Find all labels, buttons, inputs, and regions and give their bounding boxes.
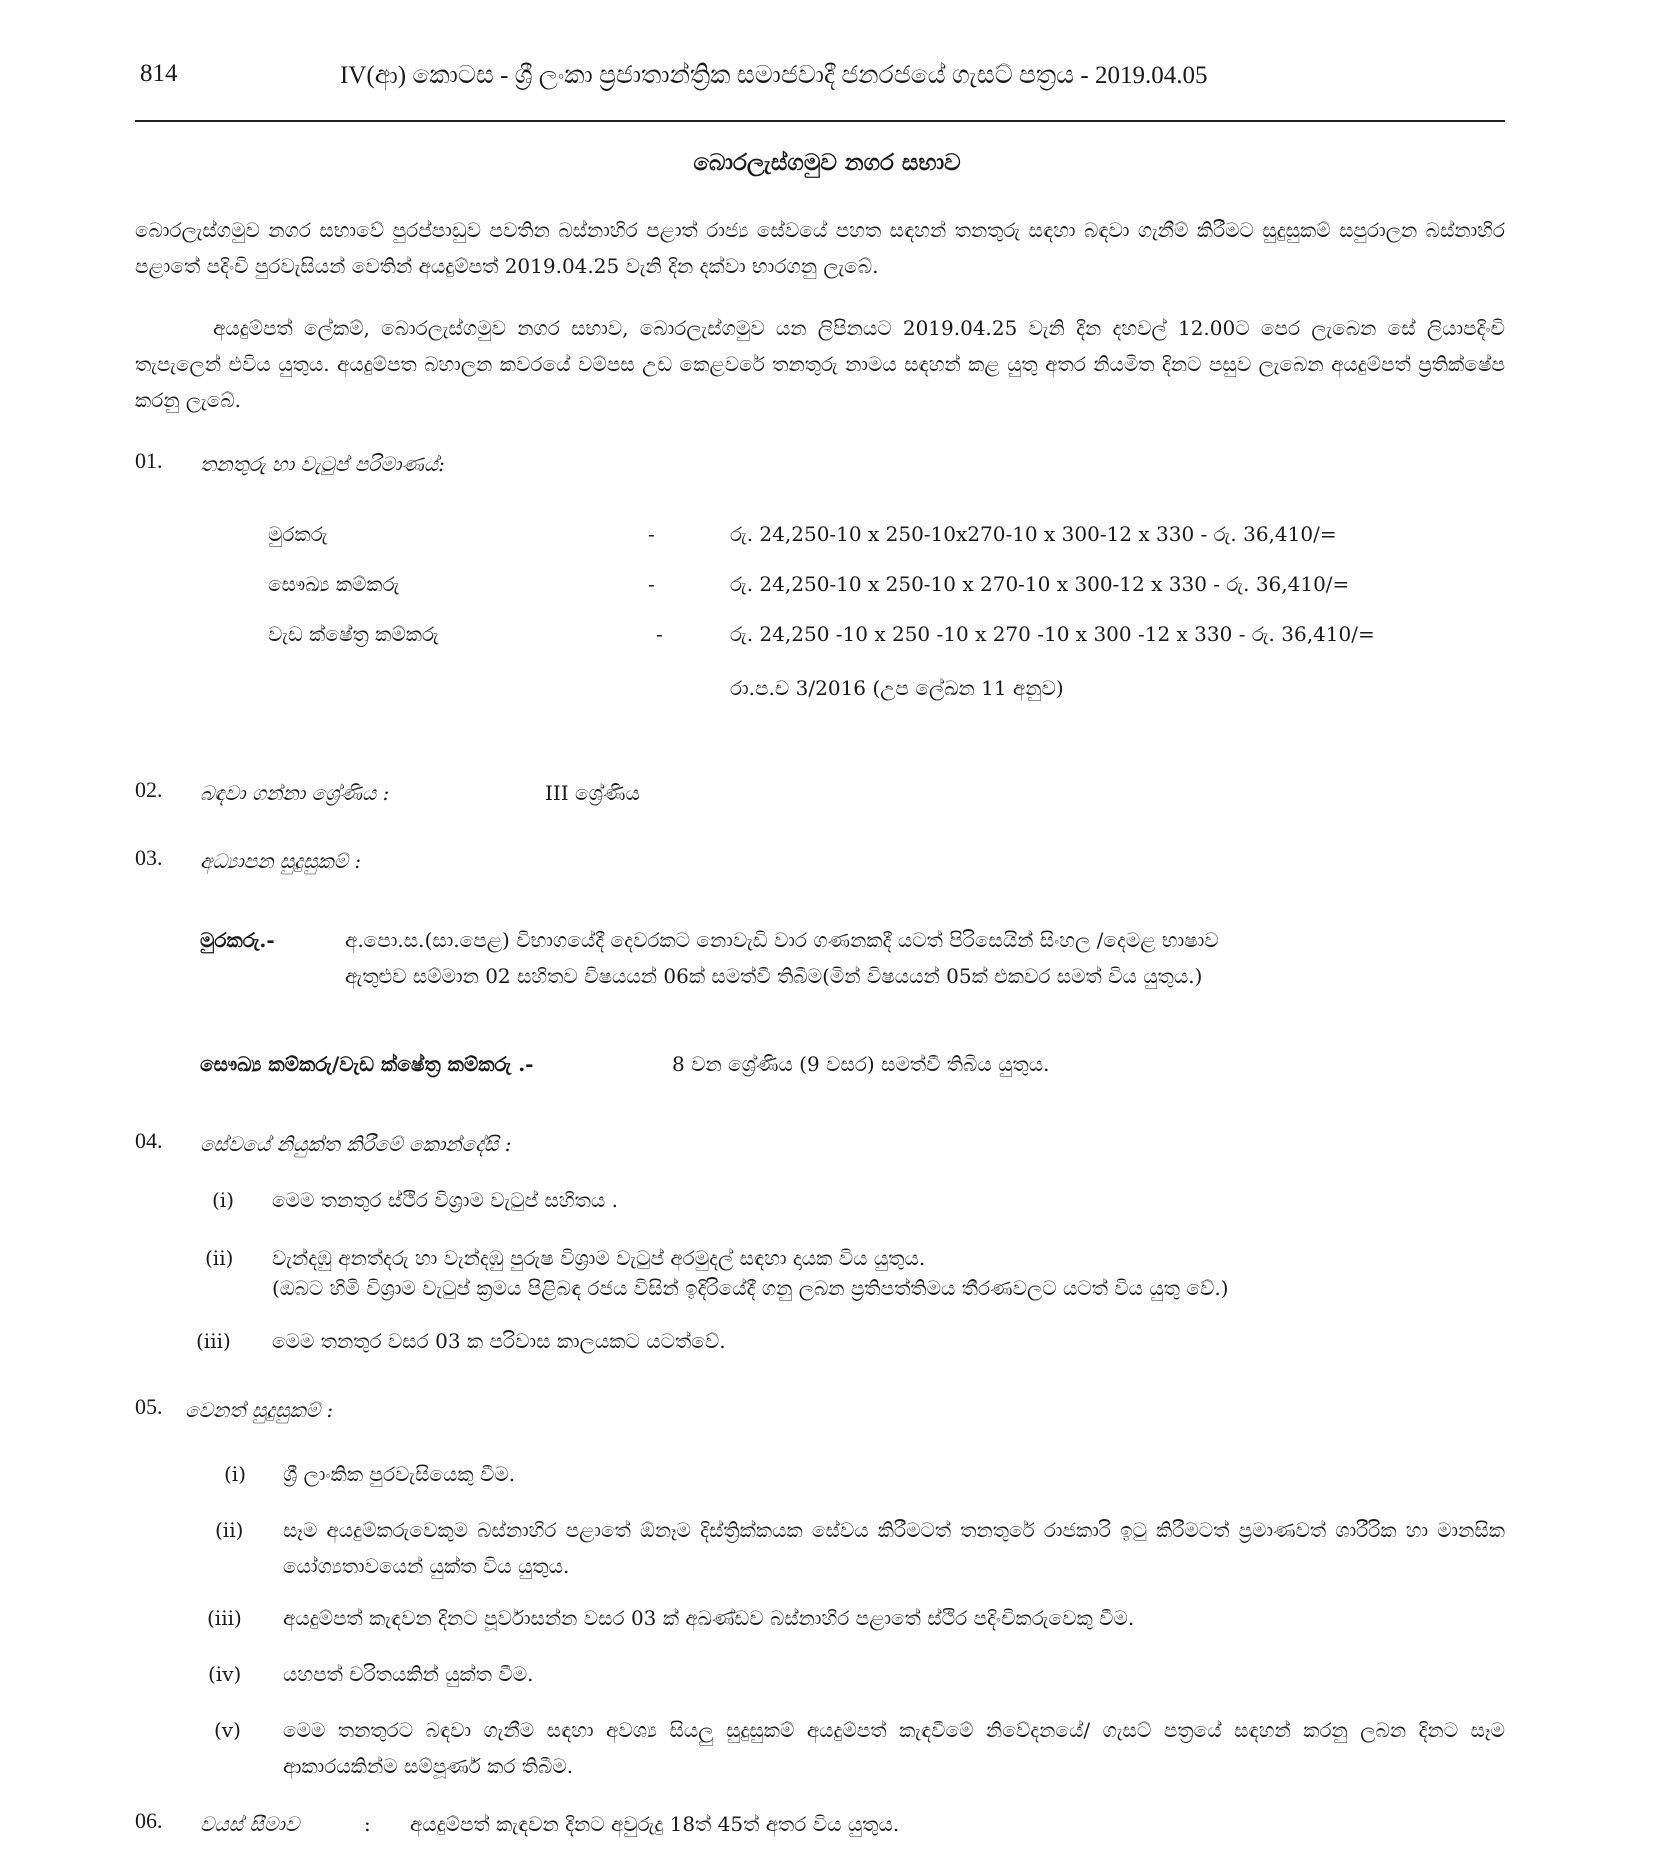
condition-text: මෙම තනතුර ස්ථිර විශ්‍රාම වැටුප් සහිතය . [272,1188,618,1212]
qualification-text: සෑම අයදුම්කරුවෙකුම බස්නාහිර පළාතේ ඕනෑම දිස්ත්‍රික්කයක සේවය කිරීමටත් තනතුරේ රාජකාරි ඉටු කිරීමටත් ප්‍රමාණවත් ශාරීරික හා මානසික යෝග්‍යතාවයෙන් යුක්ත විය යුතුය. [283,1518,1505,1578]
qualification-text: යහපත් චරිතයකින් යුක්ත වීම. [283,1662,534,1686]
qualification-number: (v) [214,1718,241,1742]
watchman-qualification-line-1: අ.පො.ස.(සා.පෙළ) විභාගයේදී දෙවරකට නොවැඩි වාර ගණනකදී යටත් පිරිසෙයින් සිංහල /දෙමළ භාෂාව [345,928,1219,952]
section-02-number: 02. [135,777,163,802]
condition-text: මෙම තනතුර වසර 03 ක පරිවාස කාලයකට යටත්වේ. [272,1329,726,1353]
age-limit-text: අයදුම්පත් කැඳවන දිනට අවුරුදු 18ත් 45ත් අතර විය යුතුය. [410,1812,900,1836]
section-01-title: තනතුරු හා වැටුප් පරිමාණය්: [200,452,445,476]
section-06-title: වයස් සීමාව [200,1812,300,1836]
condition-number: (i) [212,1188,235,1212]
salary-scale-work-site-labourer: රු. 24,250 -10 x 250 -10 x 270 -10 x 300 -12 x 330 - රු. 36,410/= [730,622,1375,646]
qualification-text: අයදුම්පත් කැඳවන දිනට පූර්වාසන්න වසර 03 ක් අඛණ්ඩව බස්නාහිර පළාතේ ස්ථිර පදිංචිකරුවෙකු වීම. [283,1606,1135,1630]
post-health-labourer: සෞඛ්‍ය කම්කරු [268,572,400,596]
gazette-header-title: IV(ආ) කොටස - ශ්‍රී ලංකා ප්‍රජාතාන්ත්‍රික සමාජවාදී ජනරජයේ ගැසට් පත්‍රය - 2019.04.05 [340,62,1208,89]
post-dash: - [648,572,655,596]
section-03-number: 03. [135,845,163,870]
labourer-qualification-label: සෞඛ්‍ය කම්කරු/වැඩ ක්ෂේත්‍ර කම්කරු .- [200,1052,534,1076]
section-06-number: 06. [135,1808,163,1833]
watchman-qualification-label: මුරකරු.- [200,928,275,952]
qualification-text: මෙම තනතුරට බඳවා ගැනීම සඳහා අවශ්‍ය සියලු සුදුසුකම් අයදුම්පත් කැඳවීමේ නිවේදනයේ/ ගැසට් පත්‍රයේ සඳහන් කරනු ලබන දිනට සෑම ආකාරයකින්ම සම්පූර්ණ කර තිබීම. [283,1718,1505,1778]
watchman-qualification-line-2: ඇතුළුව සම්මාන 02 සහිතව විෂයයන් 06ක් සමත්වී තිබීම(මින් විෂයයන් 05ක් එකවර සමත් විය යුතුය.) [345,964,1203,988]
section-01-number: 01. [135,448,163,473]
qualification-number: (ii) [215,1518,244,1542]
section-03-title: අධ්‍යාපන සුදුසුකම් : [200,849,362,873]
qualification-number: (i) [224,1462,247,1486]
post-dash: - [656,622,663,646]
post-dash: - [648,522,655,546]
section-02-title: බඳවා ගන්නා ශ්‍රේණිය : [200,781,390,805]
labourer-qualification-text: 8 වන ශ්‍රේණිය (9 වසර) සමත්වී තිබිය යුතුය. [672,1052,1050,1076]
header-rule [135,120,1505,122]
salary-scale-watchman: රු. 24,250-10 x 250-10x270-10 x 300-12 x 330 - රු. 36,410/= [730,522,1337,546]
salary-circular-note: රා.ප.ච 3/2016 (උප ලේඛන 11 අනුව) [730,676,1064,700]
page-number: 814 [140,60,178,87]
qualification-number: (iii) [207,1606,242,1630]
notice-heading: බොරලැස්ගමුව නගර සභාව [693,149,961,176]
qualification-number: (iv) [208,1662,242,1686]
post-work-site-labourer: වැඩ ක්ෂේත්‍ර කම්කරු [268,622,439,646]
qualification-text: ශ්‍රී ලාංකික පුරවැසියෙකු වීම. [283,1462,516,1486]
condition-text-continued: (ඔබට හිමි විශ්‍රාම වැටුප් ක්‍රමය පිළිබඳ රජය විසින් ඉදිරියේදී ගනු ලබන ප්‍රතිපත්තිමය තීරණවලට යටත් විය යුතු වේ.) [272,1276,1229,1300]
intro-paragraph: බොරලැස්ගමුව නගර සභාවේ පුරප්පාඩුව පවතින බස්නාහිර පළාත් රාජ්‍ය සේවයේ පහත සඳහන් තනතුරු සඳහා බඳවා ගැනීම් කිරීමට සුදුසුකම් සපුරාලන බස්නාහිර පළාතේ පදිංචි පුරවැසියන් වෙතින් අයදුම්පත් 2019.04.25 වැනි දින දක්වා භාරගනු ලැබේ. [135,218,1505,278]
section-06-colon: : [364,1812,371,1836]
salary-scale-health-labourer: රු. 24,250-10 x 250-10 x 270-10 x 300-12 x 330 - රු. 36,410/= [730,572,1350,596]
section-04-title: සේවයේ නියුක්ත කිරීමේ කොන්දේසි : [200,1132,512,1156]
submission-paragraph: අයදුම්පත් ලේකම්, බොරලැස්ගමුව නගර සභාව, බොරලැස්ගමුව යන ලිපිනයට 2019.04.25 වැනි දින දහවල් 12.00ට පෙර ලැබෙන සේ ලියාපදිංචි තැපැලෙන් එවිය යුතුය. අයදුම්පත බහාලන කවරයේ වම්පස උඩ කෙළවරේ තනතුරු නාමය සඳහන් කළ යුතු අතර නියමිත දිනට පසුව ලැබෙන අයදුම්පත් ප්‍රතික්ෂේප කරනු ලැබේ. [135,316,1505,412]
condition-number: (ii) [205,1246,234,1270]
condition-text: වැන්දඹු අනත්දරු හා වැන්දඹු පුරුෂ විශ්‍රාම වැටුප් අරමුදල් සඳහා දායක විය යුතුය. [272,1246,926,1270]
post-watchman: මුරකරු [268,522,328,546]
section-05-number: 05. [135,1394,163,1419]
recruitment-grade: III ශ්‍රේණිය [545,781,640,805]
condition-number: (iii) [196,1329,231,1353]
section-04-number: 04. [135,1128,163,1153]
section-05-title: වෙනත් සුදුසුකම් : [185,1398,334,1422]
